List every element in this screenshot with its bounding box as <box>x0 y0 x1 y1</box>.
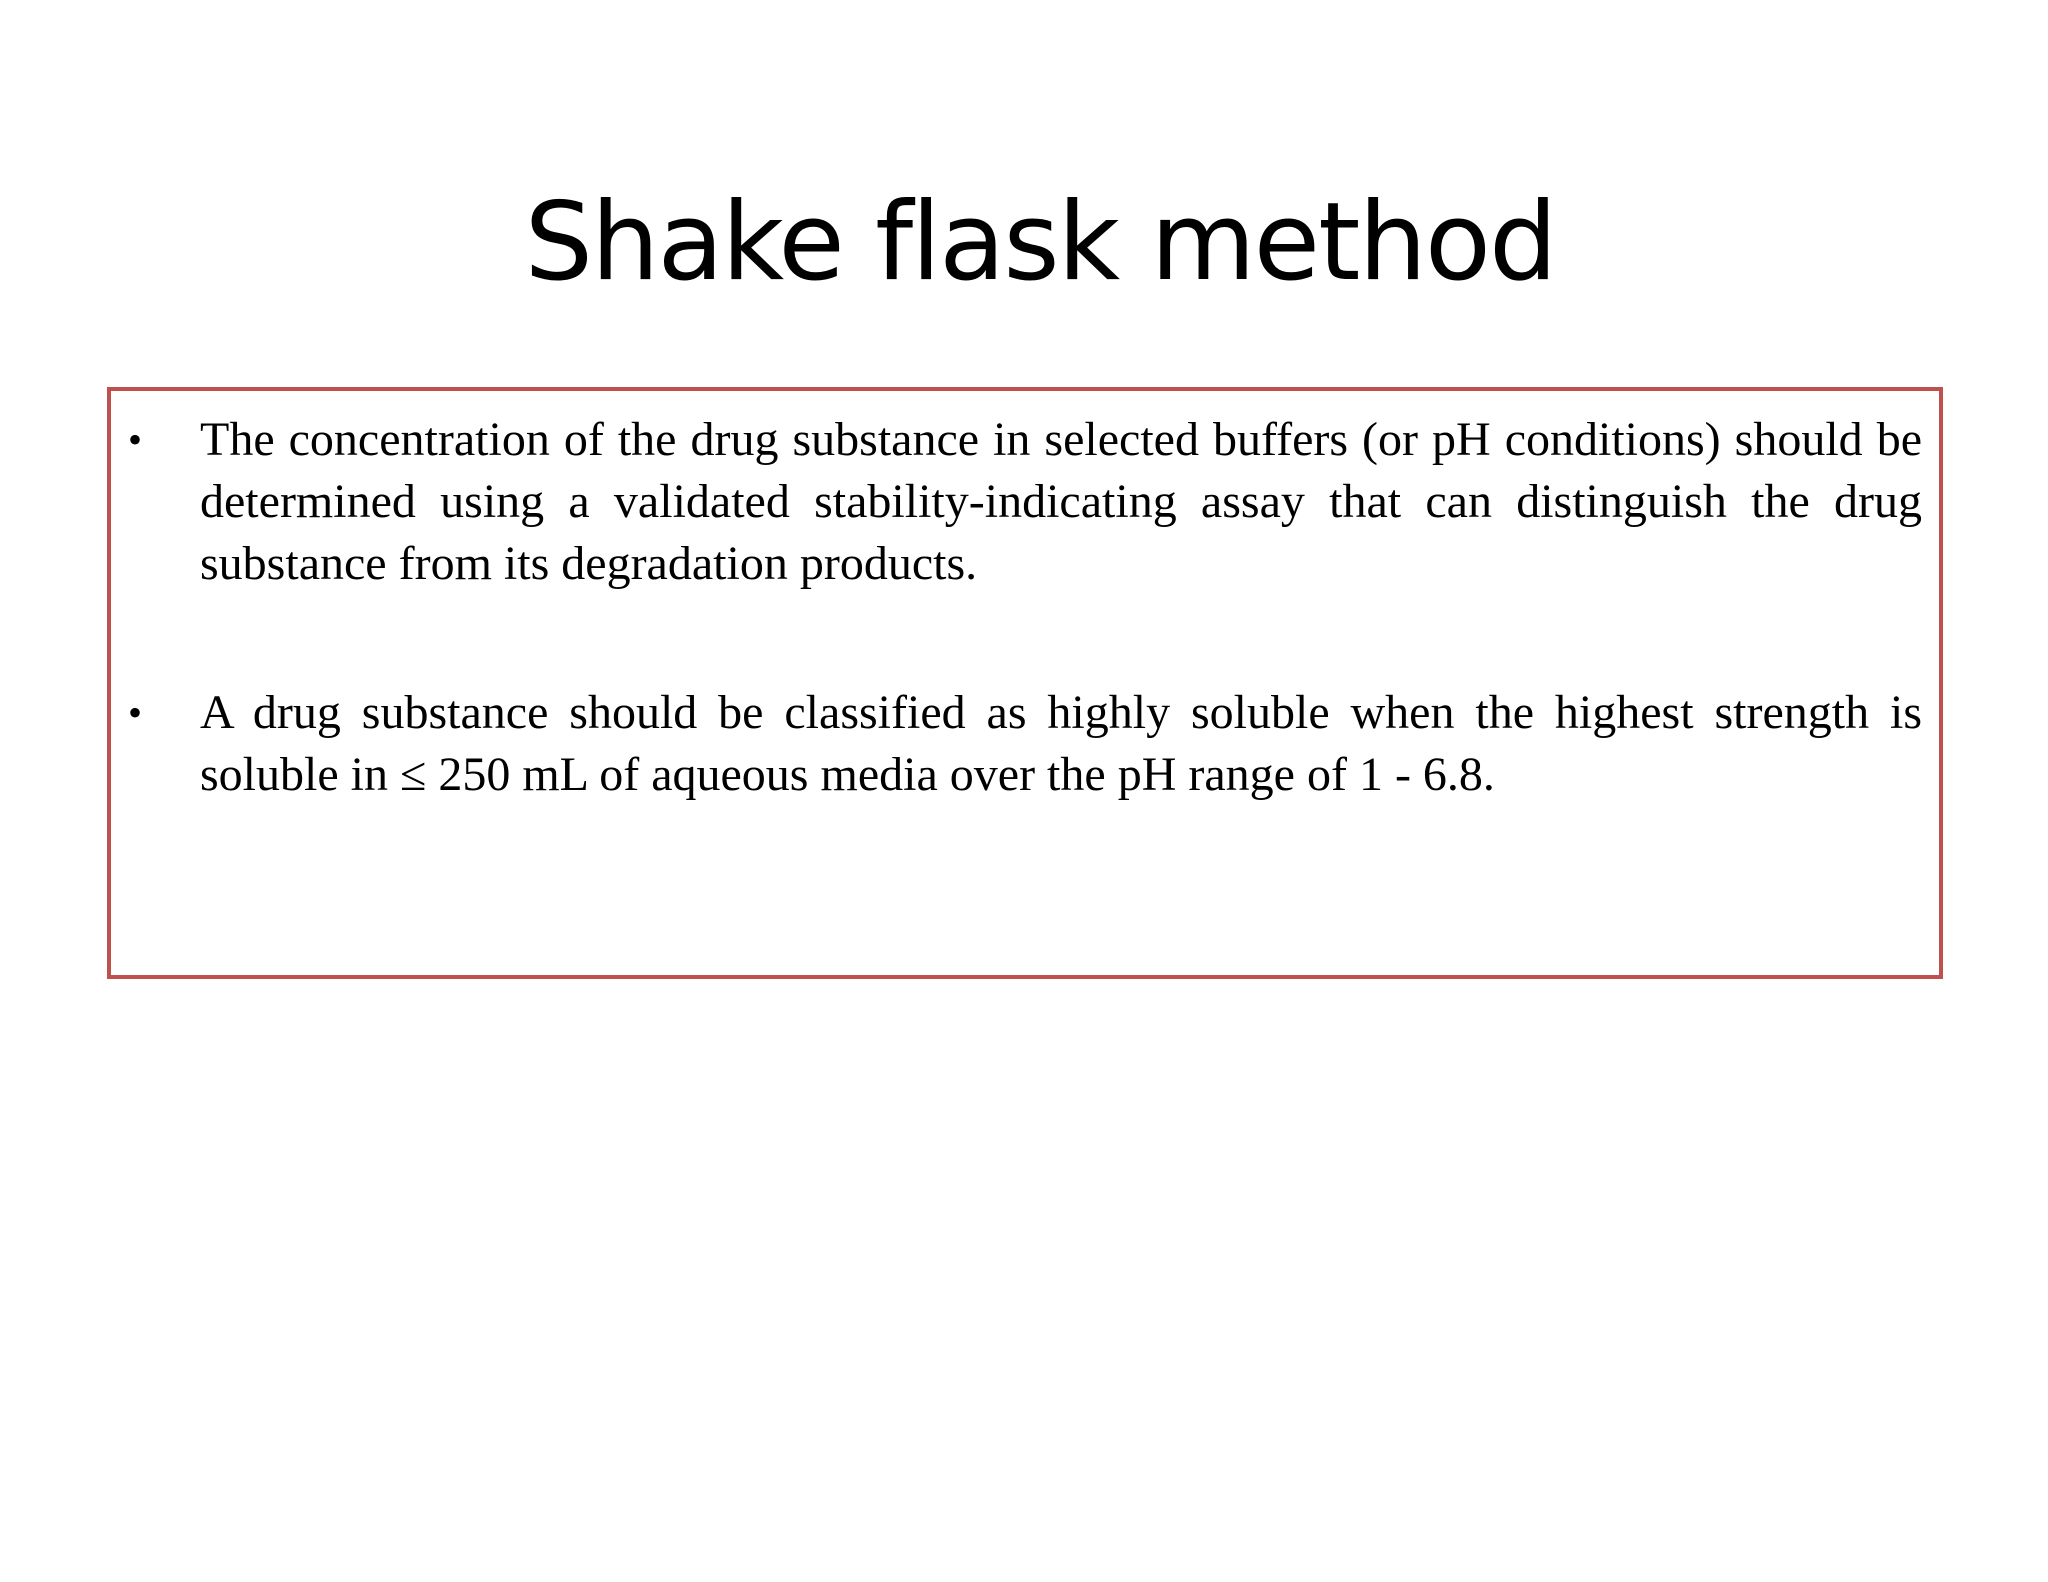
bullet-text: The concentration of the drug substance in selected buffers (or pH conditions) should be determined using a validated stability-indicating assay that can distinguish the drug substance from its degradation products. <box>200 413 1922 590</box>
bullet-item-high-solubility <box>111 682 1939 806</box>
bullet-list <box>111 409 1939 806</box>
slide-title: Shake flask method <box>524 180 1556 305</box>
bullet-text: A drug substance should be classified as highly soluble when the highest strength is soluble in ≤ 250 mL of aqueous media over the pH range of 1 - 6.8. <box>200 686 1922 801</box>
content-box <box>107 387 1943 979</box>
bullet-icon: • <box>128 690 143 735</box>
bullet-icon: • <box>128 417 143 462</box>
bullet-item-concentration <box>111 409 1939 595</box>
